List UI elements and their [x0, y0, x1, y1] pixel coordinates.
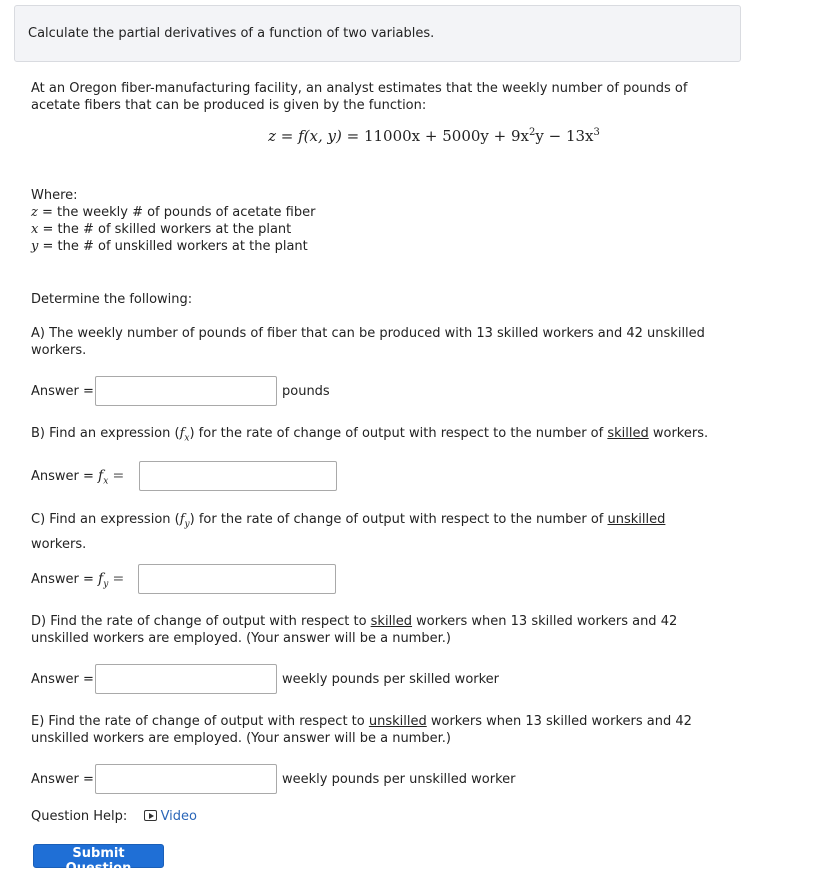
submit-question-button[interactable]: Submit Question: [33, 844, 164, 868]
equation-term-1: 11000x + 5000y + 9x: [363, 127, 530, 145]
intro-paragraph: At an Oregon fiber-manufacturing facility, an analyst estimates that the weekly number of pounds of acetate fibers that can be produced is given by the function:: [31, 81, 688, 113]
where-x: x = the # of skilled workers at the plant: [31, 222, 292, 237]
question-b-text: B) Find an expression $(f_x)$ for the rate of change of output with respect to the number of skilled workers.: [31, 426, 709, 444]
video-play-icon: [144, 810, 157, 821]
question-a-answer-input[interactable]: [95, 376, 277, 406]
where-title: Where:: [31, 188, 78, 203]
question-c-answer-input[interactable]: [138, 564, 336, 594]
where-z: z = the weekly # of pounds of acetate fiber: [31, 205, 316, 220]
where-y: y = the # of unskilled workers at the plant: [31, 239, 308, 254]
question-c-text: C) Find an expression $(f_y)$ for the rate of change of output with respect to the number of unskilled workers.: [31, 512, 666, 552]
question-e-answer-label: Answer =: [31, 772, 94, 787]
equation-lhs: z = f(x, y) =: [268, 127, 360, 145]
instruction-banner: [14, 5, 741, 62]
question-d-text: D) Find the rate of change of output with respect to skilled workers when 13 skilled workers and 42 unskilled workers are employed. (Your answer will be a number.): [31, 614, 678, 646]
question-a-unit: pounds: [282, 384, 330, 399]
video-help-link[interactable]: Video: [144, 809, 197, 824]
question-e-answer-input[interactable]: [95, 764, 277, 794]
question-c-answer-label: Answer = $f_y$ =: [31, 571, 125, 590]
question-e-unit: weekly pounds per unskilled worker: [282, 772, 516, 787]
equation-exponent-2: 2: [529, 127, 536, 138]
question-a-text: A) The weekly number of pounds of fiber that can be produced with 13 skilled workers and 42 unskilled workers.: [31, 326, 705, 358]
equation-exponent-3: 3: [593, 127, 600, 138]
question-b-answer-input[interactable]: [139, 461, 337, 491]
function-equation: [0, 127, 838, 145]
question-d-answer-input[interactable]: [95, 664, 277, 694]
question-help: [31, 809, 197, 824]
where-block: [31, 187, 531, 255]
instruction-text: Calculate the partial derivatives of a function of two variables.: [28, 26, 435, 41]
question-d-answer-label: Answer =: [31, 672, 94, 687]
question-help-label: Question Help:: [31, 809, 128, 824]
question-d-unit: weekly pounds per skilled worker: [282, 672, 500, 687]
question-a-answer-label: Answer =: [31, 384, 94, 399]
determine-heading: Determine the following:: [31, 292, 193, 307]
question-e-text: E) Find the rate of change of output with respect to unskilled workers when 13 skilled workers and 42 unskilled workers are employed. (Your answer will be a number.): [31, 714, 692, 746]
question-b-answer-label: Answer = $f_x$ =: [31, 468, 125, 487]
equation-term-2: y − 13x: [535, 127, 594, 145]
